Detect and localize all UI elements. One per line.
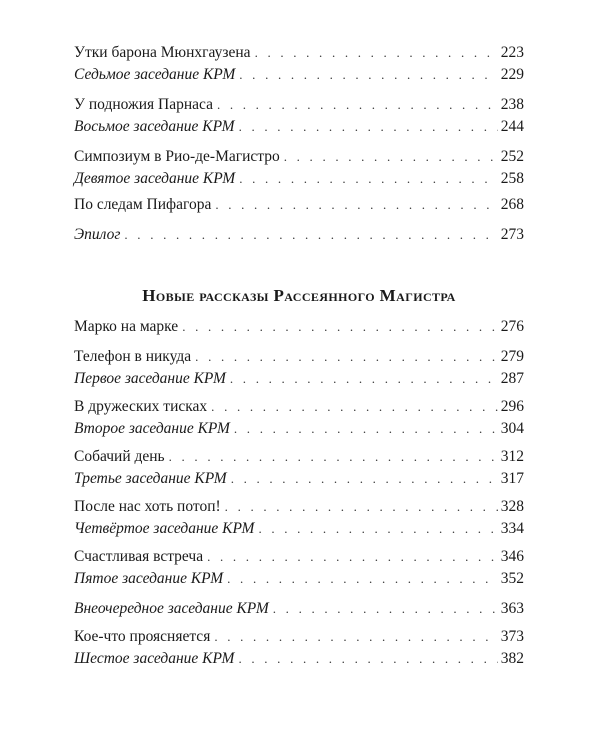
entry-page-number: 273: [500, 226, 524, 243]
entry-page-number: 373: [500, 628, 524, 645]
dot-leader: [258, 518, 497, 540]
dot-leader: [227, 568, 498, 590]
entry-page-number: 252: [500, 148, 524, 165]
dot-leader: [238, 648, 497, 670]
dot-leader: [214, 626, 497, 648]
toc-entry: [74, 168, 524, 190]
entry-title: Седьмое заседание КРМ: [74, 66, 236, 83]
entry-title: Симпозиум в Рио-де-Магистро: [74, 148, 280, 165]
entry-page-number: 279: [500, 348, 524, 365]
dot-leader: [239, 116, 498, 138]
entry-title: Девятое заседание КРМ: [74, 170, 236, 187]
entry-title: Второе заседание КРМ: [74, 420, 230, 437]
toc-entry: [74, 626, 524, 648]
entry-page-number: 346: [500, 548, 524, 565]
dot-leader: [207, 546, 498, 568]
dot-leader: [211, 396, 498, 418]
entry-title: Эпилог: [74, 226, 121, 243]
dot-leader: [239, 64, 497, 86]
entry-title: У подножия Парнаса: [74, 96, 213, 113]
toc-entry: [74, 64, 524, 86]
entry-page-number: 276: [500, 318, 524, 335]
toc-entry: [74, 146, 524, 168]
dot-leader: [217, 94, 498, 116]
entry-page-number: 334: [500, 520, 524, 537]
entry-page-number: 312: [500, 448, 524, 465]
entry-title: Четвёртое заседание КРМ: [74, 520, 255, 537]
entry-title: По следам Пифагора: [74, 196, 212, 213]
entry-page-number: 223: [500, 44, 524, 61]
entry-title: Счастливая встреча: [74, 548, 204, 565]
entry-page-number: 287: [500, 370, 524, 387]
dot-leader: [225, 496, 498, 518]
entry-page-number: 229: [500, 66, 524, 83]
dot-leader: [230, 368, 498, 390]
entry-page-number: 268: [500, 196, 524, 213]
toc-entry: [74, 316, 524, 338]
dot-leader: [234, 418, 498, 440]
entry-title: Утки барона Мюнхгаузена: [74, 44, 251, 61]
dot-leader: [273, 598, 498, 620]
entry-page-number: 238: [500, 96, 524, 113]
toc-entry: [74, 446, 524, 468]
toc-entry: [74, 368, 524, 390]
dot-leader: [231, 468, 498, 490]
dot-leader: [169, 446, 498, 468]
toc-entry: [74, 468, 524, 490]
entry-title: Восьмое заседание КРМ: [74, 118, 235, 135]
entry-page-number: 382: [500, 650, 524, 667]
entry-page-number: 352: [500, 570, 524, 587]
section-heading: Новые рассказы Рассеянного Магистра: [142, 286, 456, 305]
dot-leader: [124, 224, 497, 246]
entry-title: Пятое заседание КРМ: [74, 570, 224, 587]
entry-title: Шестое заседание КРМ: [74, 650, 235, 667]
entry-title: Марко на марке: [74, 318, 179, 335]
entry-title: Собачий день: [74, 448, 165, 465]
toc-entry: [74, 568, 524, 590]
entry-page-number: 317: [500, 470, 524, 487]
toc-entry: [74, 94, 524, 116]
dot-leader: [195, 346, 498, 368]
entry-title: Первое заседание КРМ: [74, 370, 226, 387]
toc-entry: [74, 418, 524, 440]
toc-entry: [74, 42, 524, 64]
entry-title: Телефон в никуда: [74, 348, 192, 365]
toc-entry: [74, 346, 524, 368]
dot-leader: [255, 42, 498, 64]
toc-entry: [74, 194, 524, 216]
entry-title: Внеочередное заседание КРМ: [74, 600, 269, 617]
entry-title: В дружеских тисках: [74, 398, 208, 415]
toc-entry: [74, 648, 524, 670]
entry-title: После нас хоть потоп!: [74, 498, 221, 515]
toc-entry: [74, 518, 524, 540]
toc-entry: [74, 598, 524, 620]
entry-page-number: 296: [500, 398, 524, 415]
entry-title: Третье заседание КРМ: [74, 470, 227, 487]
dot-leader: [215, 194, 497, 216]
toc-entry: [74, 496, 524, 518]
dot-leader: [239, 168, 498, 190]
dot-leader: [182, 316, 498, 338]
toc-entry: [74, 546, 524, 568]
entry-title: Кое-что проясняется: [74, 628, 211, 645]
toc-entry: [74, 396, 524, 418]
dot-leader: [284, 146, 498, 168]
entry-page-number: 328: [500, 498, 524, 515]
toc-entry: [74, 224, 524, 246]
entry-page-number: 304: [500, 420, 524, 437]
entry-page-number: 258: [500, 170, 524, 187]
entry-page-number: 363: [500, 600, 524, 617]
entry-page-number: 244: [500, 118, 524, 135]
toc-entry: [74, 116, 524, 138]
